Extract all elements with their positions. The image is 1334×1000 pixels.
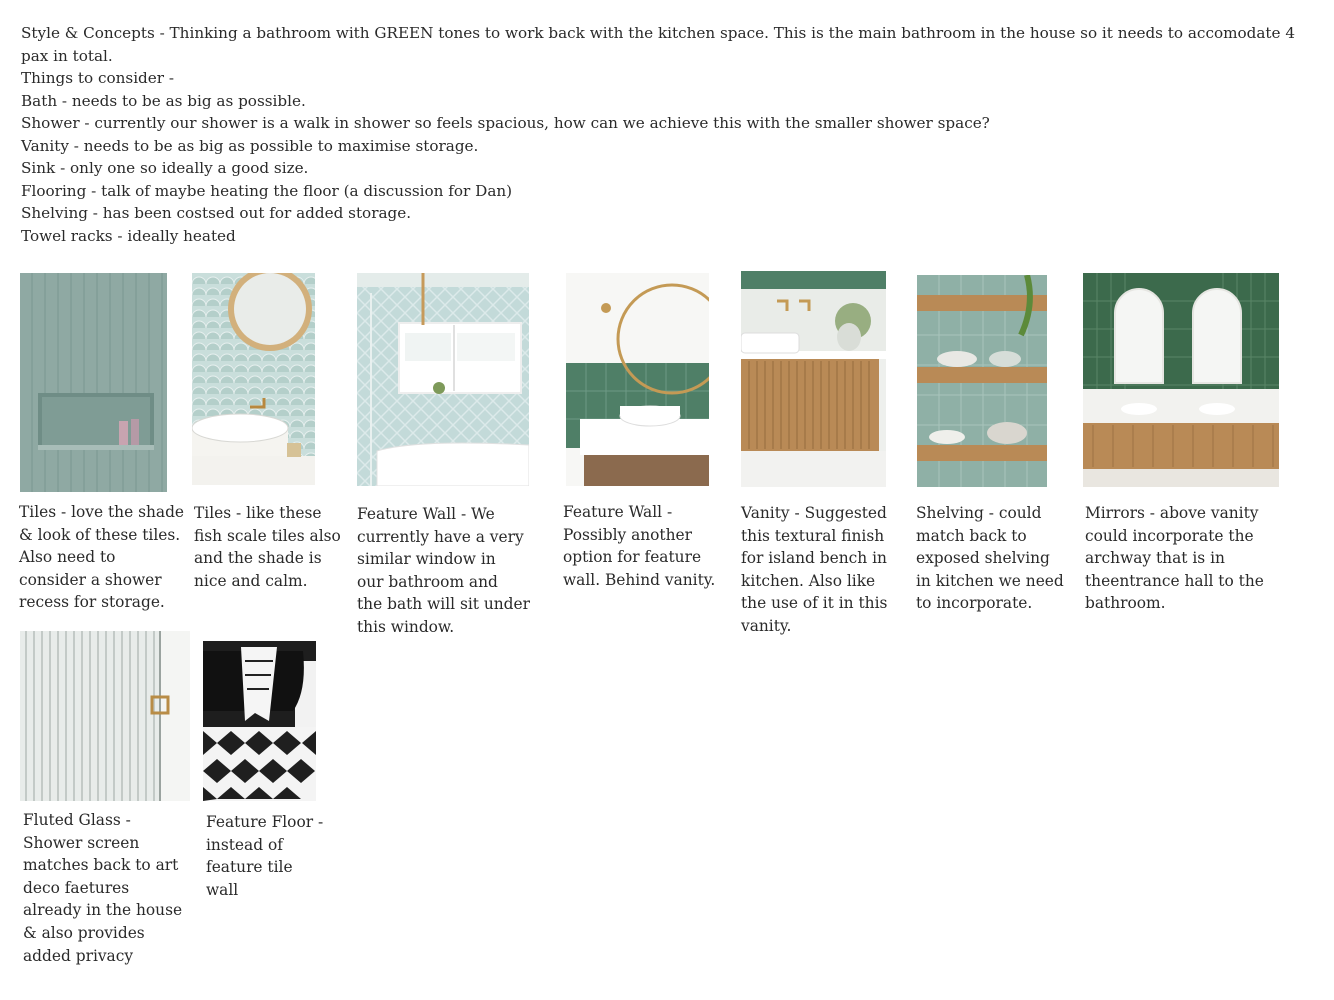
caption-line: similar window in [357,550,496,569]
caption-line: vanity. [741,616,792,635]
caption-line: wall [206,880,239,899]
tiles-recess-image [20,273,167,492]
caption-line: the bath will sit under [357,595,530,614]
intro-line: Flooring - talk of maybe heating the floor (a discussion for Dan) [21,181,513,200]
caption-feature-floor [206,811,336,901]
caption-line: archway that is in [1085,549,1225,568]
mirrors-image [1083,273,1279,487]
caption-line: feature tile [206,858,293,877]
caption-line: exposed shelving [916,549,1050,568]
shelving-image [917,275,1047,487]
caption-line: recess for storage. [19,593,165,612]
caption-line: to incorporate. [916,594,1033,613]
caption-line: match back to [916,526,1027,545]
caption-feature-wall-vanity [563,501,728,591]
vanity-image [741,271,886,487]
caption-line: kitchen. Also like [741,571,876,590]
caption-line: wall. Behind vanity. [563,570,716,589]
caption-line: for island bench in [741,549,887,568]
caption-line: and the shade is [194,549,322,568]
intro-line: Shower - currently our shower is a walk in shower so feels spacious, how can we achieve this with the smaller shower space? [21,114,990,132]
caption-line: this window. [357,617,455,636]
caption-line: consider a shower [19,570,162,589]
intro-line: Things to consider - [21,69,174,87]
intro-line: Towel racks - ideally heated [21,226,236,245]
intro-line: Sink - only one so ideally a good size. [21,159,309,177]
caption-line: Fluted Glass - [23,811,131,829]
caption-line: Shelving - could [916,504,1042,522]
feature-floor-image [203,631,316,801]
caption-line: already in the house [23,901,183,920]
caption-line: Feature Wall - We [357,505,495,523]
caption-line: this textural finish [741,526,885,545]
caption-line: Feature Wall - [563,503,673,521]
caption-feature-wall-window [357,503,547,639]
caption-line: Also need to [19,548,116,567]
intro-line: Vanity - needs to be as big as possible to maximise storage. [21,136,479,155]
caption-line: Tiles - like these [194,504,322,522]
intro-line: Shelving - has been costsed out for added storage. [21,204,412,222]
fish-scale-tiles-image [192,273,315,485]
caption-shelving [916,502,1081,615]
caption-line: Possibly another [563,525,692,544]
caption-line: fish scale tiles also [194,526,341,545]
intro-line: Style & Concepts - Thinking a bathroom with GREEN tones to work back with the kitchen space. This is the main bathroom in the house so it needs to accomodate 4 pax in total. [21,24,1295,65]
caption-line: nice and calm. [194,571,308,590]
caption-line: Vanity - Suggested [741,504,887,522]
caption-line: matches back to art [23,856,179,875]
feature-wall-window-image [357,273,529,486]
caption-line: & look of these tiles. [19,525,181,544]
intro-line: Bath - needs to be as big as possible. [21,91,306,110]
caption-tiles-recess [19,501,194,614]
caption-line: the use of it in this [741,594,888,613]
intro-notes [21,22,1316,247]
fluted-glass-image [20,631,190,801]
caption-line: currently have a very [357,527,524,546]
caption-line: in kitchen we need [916,571,1064,590]
caption-line: option for feature [563,548,702,567]
caption-mirrors [1085,502,1295,615]
caption-line: & also provides [23,923,145,942]
feature-wall-vanity-image [566,273,709,486]
caption-line: Mirrors - above vanity [1085,504,1259,522]
caption-line: Tiles - love the shade [19,503,185,521]
caption-line: bathroom. [1085,594,1166,613]
caption-line: added privacy [23,946,134,965]
caption-line: Shower screen [23,833,140,852]
caption-line: could incorporate the [1085,526,1254,545]
caption-line: theentrance hall to the [1085,571,1264,590]
caption-fluted-glass [23,809,198,967]
caption-fish-scale-tiles [194,502,349,592]
caption-line: deco faetures [23,878,130,897]
caption-line: Feature Floor - [206,813,324,831]
caption-vanity [741,502,906,638]
caption-line: instead of [206,835,283,854]
caption-line: our bathroom and [357,572,498,591]
